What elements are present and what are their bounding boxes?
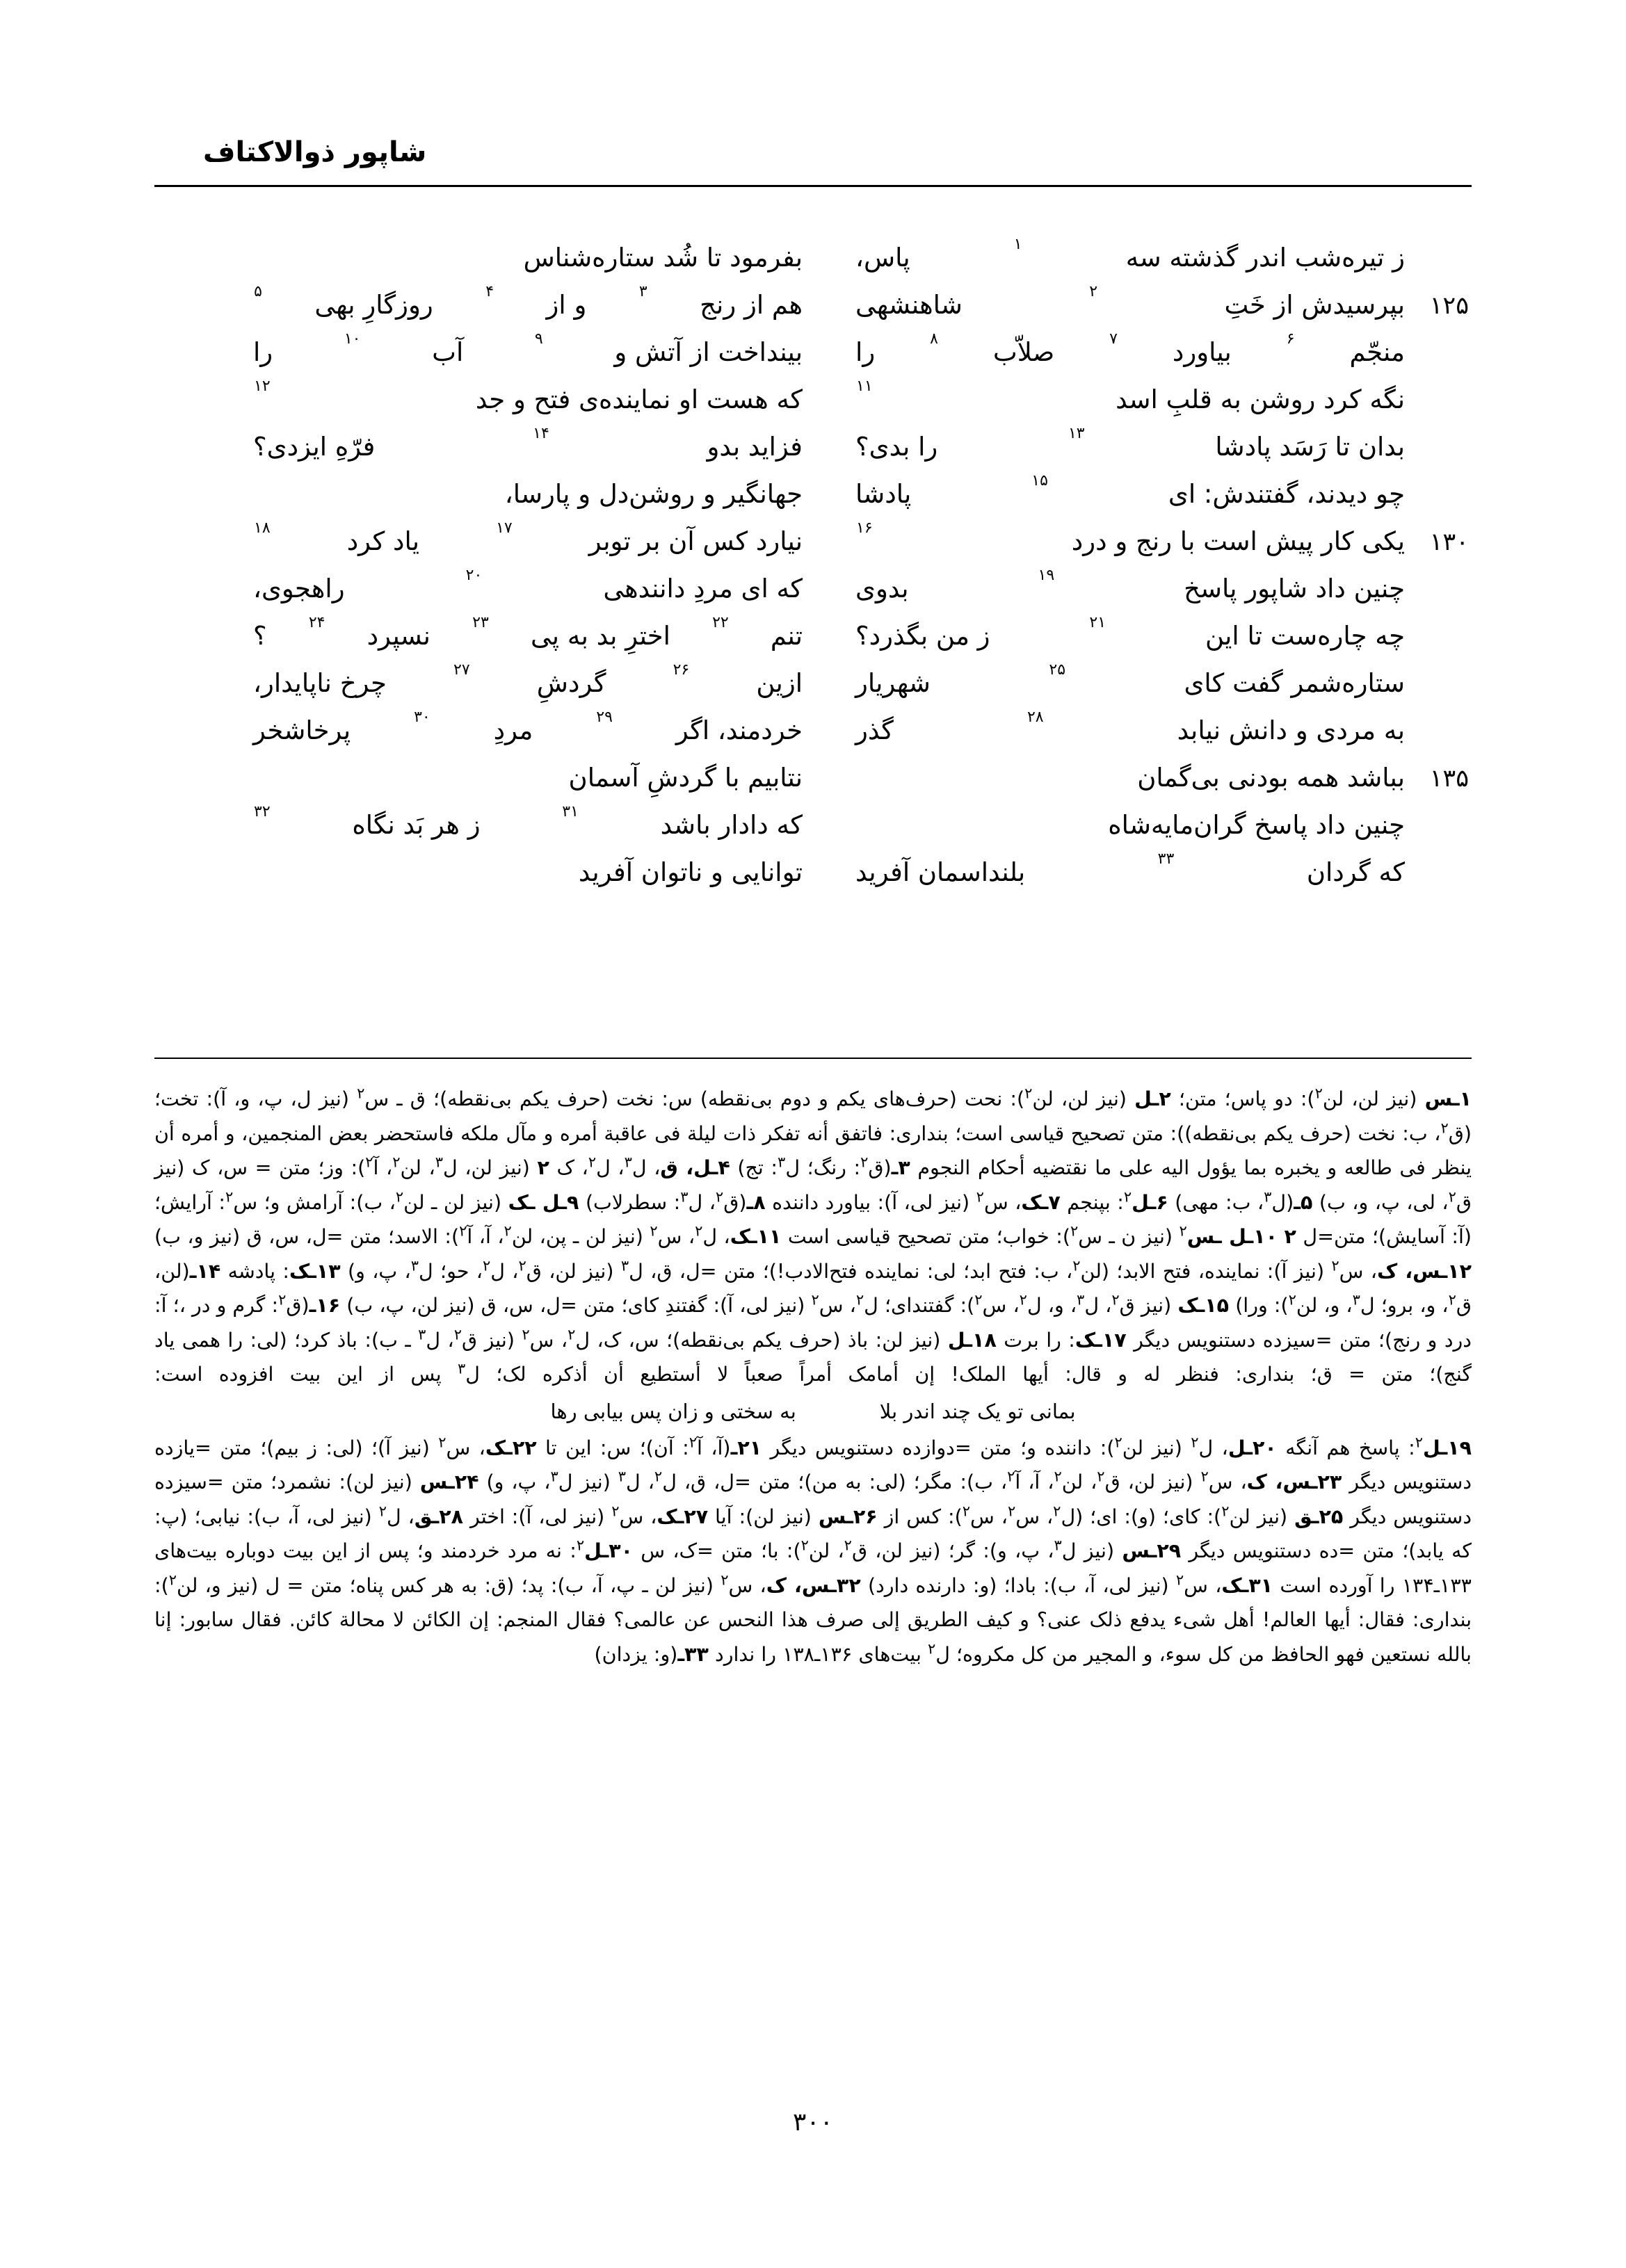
verse-line — [154, 661, 1472, 718]
verse-line — [154, 378, 1472, 434]
hemistich-left: توانایی و ناتوان آفرید — [578, 857, 803, 887]
verse-number: ۱۳۰ — [1429, 528, 1469, 556]
hemistich-left: ازین ۲۶ گردشِ ۲۷ چرخ ناپایدار، — [253, 661, 803, 698]
hemistich-left: که هست او نماینده‌ی فتح و جد ۱۲ — [254, 378, 803, 414]
hemistich-right: چه چاره‌ست تا این ۲۱ ز من بگذرد؟ — [855, 614, 1405, 651]
hemistich-right: بپرسیدش از خَتِ ۲ شاهنشهی — [855, 283, 1405, 320]
hemistich-left: نیارد کس آن بر توبر ۱۷ یاد کرد ۱۸ — [254, 519, 803, 556]
hemistich-right: چنین داد شاپور پاسخ ۱۹ بدوی — [855, 567, 1405, 604]
verse-line — [154, 236, 1472, 292]
apparatus-paragraph-1: ۱ـس (نیز لن، لن$^۲$): دو پاس؛ متن؛ ۲ـل (نیز لن، لن$^۲$): نحت (حرف‌های یکم و دوم بی‌نقطه) س: نخت (حرف یکم بی‌نقطه)؛ ق ـ س$^۲$ (نیز ل، پ، و، آ): تخت؛ (ق$^۲$، ب: نخت (حرف یکم بی‌نقطه)): متن تصحیح قیاسی است؛ بنداری: فاتفق أنه تفکر ذات لیلة فی عاقبة أمره و مآل ملکه فاستحضر بعض المنجمین، و أمره أن ینظر فی طالعه و یخبره بما یؤول الیه علی ما نقتضیه أحکام النجوم ۳ـ(ق$^۲$: رنگ؛ ل$^۳$: تج) ۴ـل، ق، ل$^۳$، ل$^۲$، ک ۲ (نیز لن، ل$^۳$، لن$^۲$، آ$^۲$): وز؛ متن = س، ک (نیز ق$^۲$، لی، پ، و، ب) ۵ـ(ل$^۳$، ب: مهی) ۶ـل$^۲$: بپنجم ۷ـک، س$^۲$ (نیز لی، آ): بیاورد داننده ۸ـ(ق$^۲$، ل$^۳$: سطرلاب) ۹ـل ـک (نیز لن ـ لن$^۲$، ب): آرامش و؛ س$^۲$: آرایش؛ (آ: آسایش)؛ متن=ل ۲ ۱۰ـل ـس$^۲$ (نیز ن ـ س$^۲$): خواب؛ متن تصحیح قیاسی است ۱۱ـک، ل$^۲$، س$^۲$ (نیز لن ـ پن، لن$^۲$، آ، آ$^۲$): الاسد؛ متن =ل، س، ق (نیز و، ب) ۱۲ـس، ک، س$^۲$ (نیز آ): نماینده، فتح الابد؛ (لن$^۲$، ب: فتح ابد؛ لی: نماینده فتح‌الادب!)؛ متن =ل، ق، ل$^۳$ (نیز لن، ق$^۲$، ل$^۲$، حو؛ ل$^۳$، پ، و) ۱۳ـک: پادشه ۱۴ـ(لن، ق$^۲$، و، برو؛ ل$^۳$، و، لن$^۲$): ورا) ۱۵ـک (نیز ق$^۲$، ل$^۳$، و، ل$^۲$، س$^۲$): گفتندای؛ ل$^۲$، س$^۲$ (نیز لی، آ): گفتندِ کای؛ متن =ل، س، ق (نیز لن، پ، ب) ۱۶ـ(ق$^۲$: گرم و در ،؛ آ: درد و رنج)؛ متن =سیزده دستنویس دیگر ۱۷ـک: را برت ۱۸ـل (نیز لن: باذ (حرف یکم بی‌نقطه)؛ س، ک، ل$^۲$، س$^۲$ (نیز ق$^۲$، ل$^۳$ ـ ب): باذ کرد؛ (لی: را همی یاد گنج)؛ متن = ق؛ بنداری: فنظر له و قال: أیها الملک! إن أمامک أمراً صعباً لا أستطیع أن أذکره لک؛ ل$^۳$ پس از این بیت افزوده است: — [154, 1085, 1472, 1386]
hemistich-right: چنین داد پاسخ گران‌مایه‌شاه — [1108, 810, 1405, 840]
hemistich-right: یکی کار پیش است با رنج و درد ۱۶ — [856, 519, 1405, 556]
hemistich-right: بباشد همه بودنی بی‌گمان — [1137, 763, 1405, 793]
inset-hemistich-left: به سختی و زان پس بیابی رها — [550, 1399, 796, 1423]
verse-line — [154, 614, 1472, 670]
hemistich-left: خردمند، اگر ۲۹ مردِ ۳۰ پرخاشخر — [253, 708, 803, 745]
verse-line — [154, 850, 1472, 907]
apparatus-inset-couplet — [154, 1393, 1472, 1429]
verse-line — [154, 765, 1472, 812]
verse-line — [154, 803, 1472, 859]
verse-block — [154, 236, 1472, 907]
verse-line — [154, 330, 1472, 387]
footnote-separator — [154, 1058, 1472, 1059]
verse-line — [154, 708, 1472, 765]
hemistich-left: که دادار باشد ۳۱ ز هر بَد نگاه ۳۲ — [254, 803, 803, 840]
hemistich-right: چو دیدند، گفتندش: ای ۱۵ پادشا — [855, 472, 1405, 509]
verse-line — [154, 472, 1472, 528]
running-title: شاپور ذوالاکتاف — [203, 136, 427, 168]
hemistich-left: هم از رنج ۳ و از ۴ روزگارِ بهی ۵ — [254, 283, 803, 320]
verse-number: ۱۲۵ — [1429, 292, 1469, 320]
verse-number: ۱۳۵ — [1429, 765, 1469, 793]
hemistich-right: منجّم ۶ بیاورد ۷ صلاّب ۸ را — [855, 330, 1405, 367]
verse-line — [154, 425, 1472, 481]
verse-line — [154, 519, 1472, 576]
critical-apparatus — [154, 1082, 1472, 1671]
hemistich-left: فزاید بدو ۱۴ فرّهِ ایزدی؟ — [253, 425, 803, 462]
hemistich-left: بفرمود تا شُد ستاره‌شناس — [523, 243, 803, 273]
header-rule — [154, 185, 1472, 187]
apparatus-paragraph-2: ۱۹ـل$^۲$: پاسخ هم آنگه ۲۰ـل، ل$^۲$ (نیز لن$^۲$): داننده و؛ متن =دوازده دستنویس دیگر ۲۱ـ(آ، آ$^۲$: آن)؛ س: این تا ۲۲ـک، س$^۲$ (نیز آ)؛ (لی: ز بیم)؛ متن =یازده دستنویس دیگر ۲۳ـس، ک، س$^۲$ (نیز لن، ق$^۲$، لن$^۲$، آ، آ$^۲$، ب): مگر؛ (لی: به من)؛ متن =ل، ق، ل$^۲$، ل$^۳$ (نیز ل$^۳$، پ، و) ۲۴ـس (نیز لن): نشمرد؛ متن =سیزده دستنویس دیگر ۲۵ـق (نیز لن$^۲$): کای؛ (و): ای؛ (ل$^۲$، س$^۲$، س$^۲$): کس از ۲۶ـس (نیز لن): آیا ۲۷ـک، س$^۲$ (نیز لی، آ): اختر ۲۸ـق، ل$^۲$ (نیز لی، آ، ب): نیابی؛ (پ: که یابد)؛ متن =ده دستنویس دیگر ۲۹ـس (نیز ل$^۳$، پ، و): گر؛ (نیز لن، ق$^۲$، لن$^۲$): با؛ متن =ک، س ۳۰ـل$^۲$: نه مرد خردمند و؛ پس از این بیت دوباره بیت‌های ۱۳۳ـ۱۳۴ را آورده است ۳۱ـک، س$^۲$ (نیز لی، آ، ب): بادا؛ (و: دارنده دارد) ۳۲ـس، ک، س$^۲$ (نیز لن ـ پ، آ، ب): پد؛ (ق: به هر کس پناه؛ متن = ل (نیز و، لن$^۲$): بنداری: فقال: أیها العالم! أهل شیء یدفع ذلک عنی؟ و کیف الطریق إلی صرف هذا النحس عن عالمی؟ فقال المنجم: إن الکائن لا محالة کائن. فقال سابور: إنا بالله نستعین فهو الحافظ من کل سوء، و المجیر من کل مکروه؛ ل$^۲$ بیت‌های ۱۳۶ـ۱۳۸ را ندارد ۳۳ـ(و: یزدان) — [154, 1434, 1472, 1666]
hemistich-right: ستاره‌شمر گفت کای ۲۵ شهریار — [855, 661, 1405, 698]
hemistich-right: که گردان ۳۳ بلنداسمان آفرید — [855, 850, 1405, 887]
hemistich-left: که ای مردِ دانندهی ۲۰ راهجوی، — [253, 567, 803, 604]
hemistich-left: بینداخت از آتش و ۹ آب ۱۰ را — [253, 330, 803, 367]
hemistich-left: نتابیم با گردشِ آسمان — [568, 763, 803, 793]
verse-line — [154, 567, 1472, 623]
running-head-area — [154, 136, 1472, 168]
hemistich-right: ز تیره‌شب اندر گذشته سه ۱ پاس، — [855, 236, 1405, 273]
hemistich-right: به مردی و دانش نیابد ۲۸ گذر — [855, 708, 1405, 745]
hemistich-left: جهانگیر و روشن‌دل و پارسا، — [504, 479, 803, 509]
page-number: ۳۰۰ — [792, 2108, 833, 2137]
inset-hemistich-right: بمانی تو یک چند اندر بلا — [879, 1399, 1076, 1423]
hemistich-right: نگه کرد روشن به قلبِ اسد ۱۱ — [856, 378, 1405, 414]
hemistich-left: تنم ۲۲ اخترِ بد به پی ۲۳ نسپرد ۲۴ ؟ — [253, 614, 803, 651]
hemistich-right: بدان تا رَسَد پادشا ۱۳ را بدی؟ — [855, 425, 1405, 462]
